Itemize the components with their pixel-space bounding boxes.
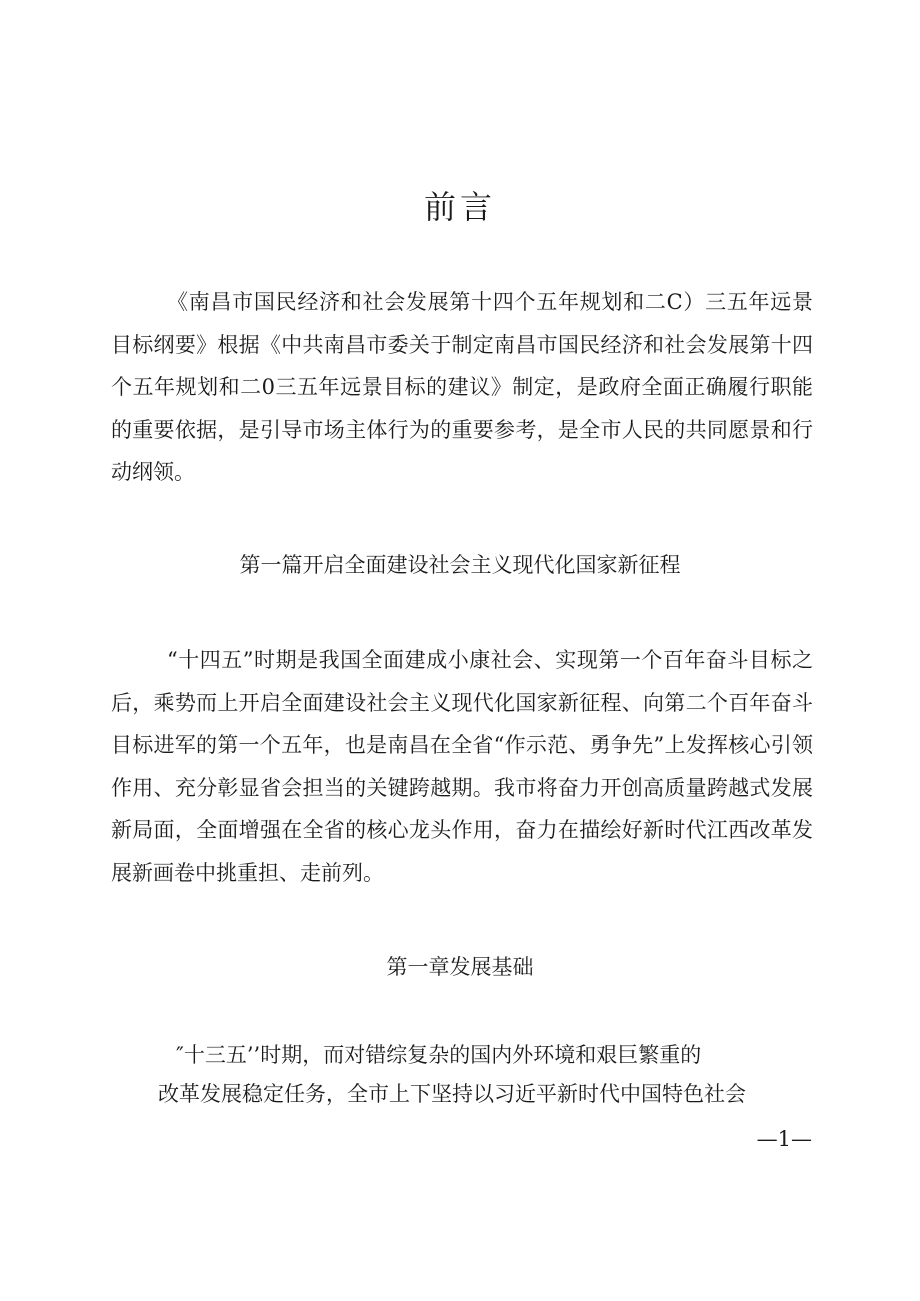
body-text-line: ″十三五’’时期，而对错综复杂的国内外环境和艰巨繁重的 bbox=[176, 1043, 702, 1067]
preface-paragraph: 《南昌市国民经济和社会发展第十四个五年规划和二C）三五年远景目标纲要》根据《中共南昌市委关于制定南昌市国民经济和社会发展第十四个五年规划和二0三五年远景目标的建议》制定，是政府全面正确履行职能的重要依据，是引导市场主体行为的重要参考，是全市人民的共同愿景和行动纲领。 bbox=[111, 290, 813, 484]
page-number: —1— bbox=[756, 1127, 812, 1151]
page-title: 前言 bbox=[423, 188, 496, 226]
chapter-heading: 第一章发展基础 bbox=[386, 955, 534, 979]
part-heading: 第一篇开启全面建设社会主义现代化国家新征程 bbox=[239, 553, 681, 577]
body-text-line: 改革发展稳定任务，全市上下坚持以习近平新时代中国特色社会 bbox=[158, 1082, 746, 1106]
period-paragraph: “十四五”时期是我国全面建成小康社会、实现第一个百年奋斗目标之后，乘势而上开启全面建设社会主义现代化国家新征程、向第二个百年奋斗目标进军的第一个五年，也是南昌在全省“作示范、勇争先”上发挥核心引领作用、充分彰显省会担当的关键跨越期。我市将奋力开创高质量跨越式发展新局面，全面增强在全省的核心龙头作用，奋力在描绘好新时代江西改革发展新画卷中挑重担、走前列。 bbox=[111, 648, 813, 885]
